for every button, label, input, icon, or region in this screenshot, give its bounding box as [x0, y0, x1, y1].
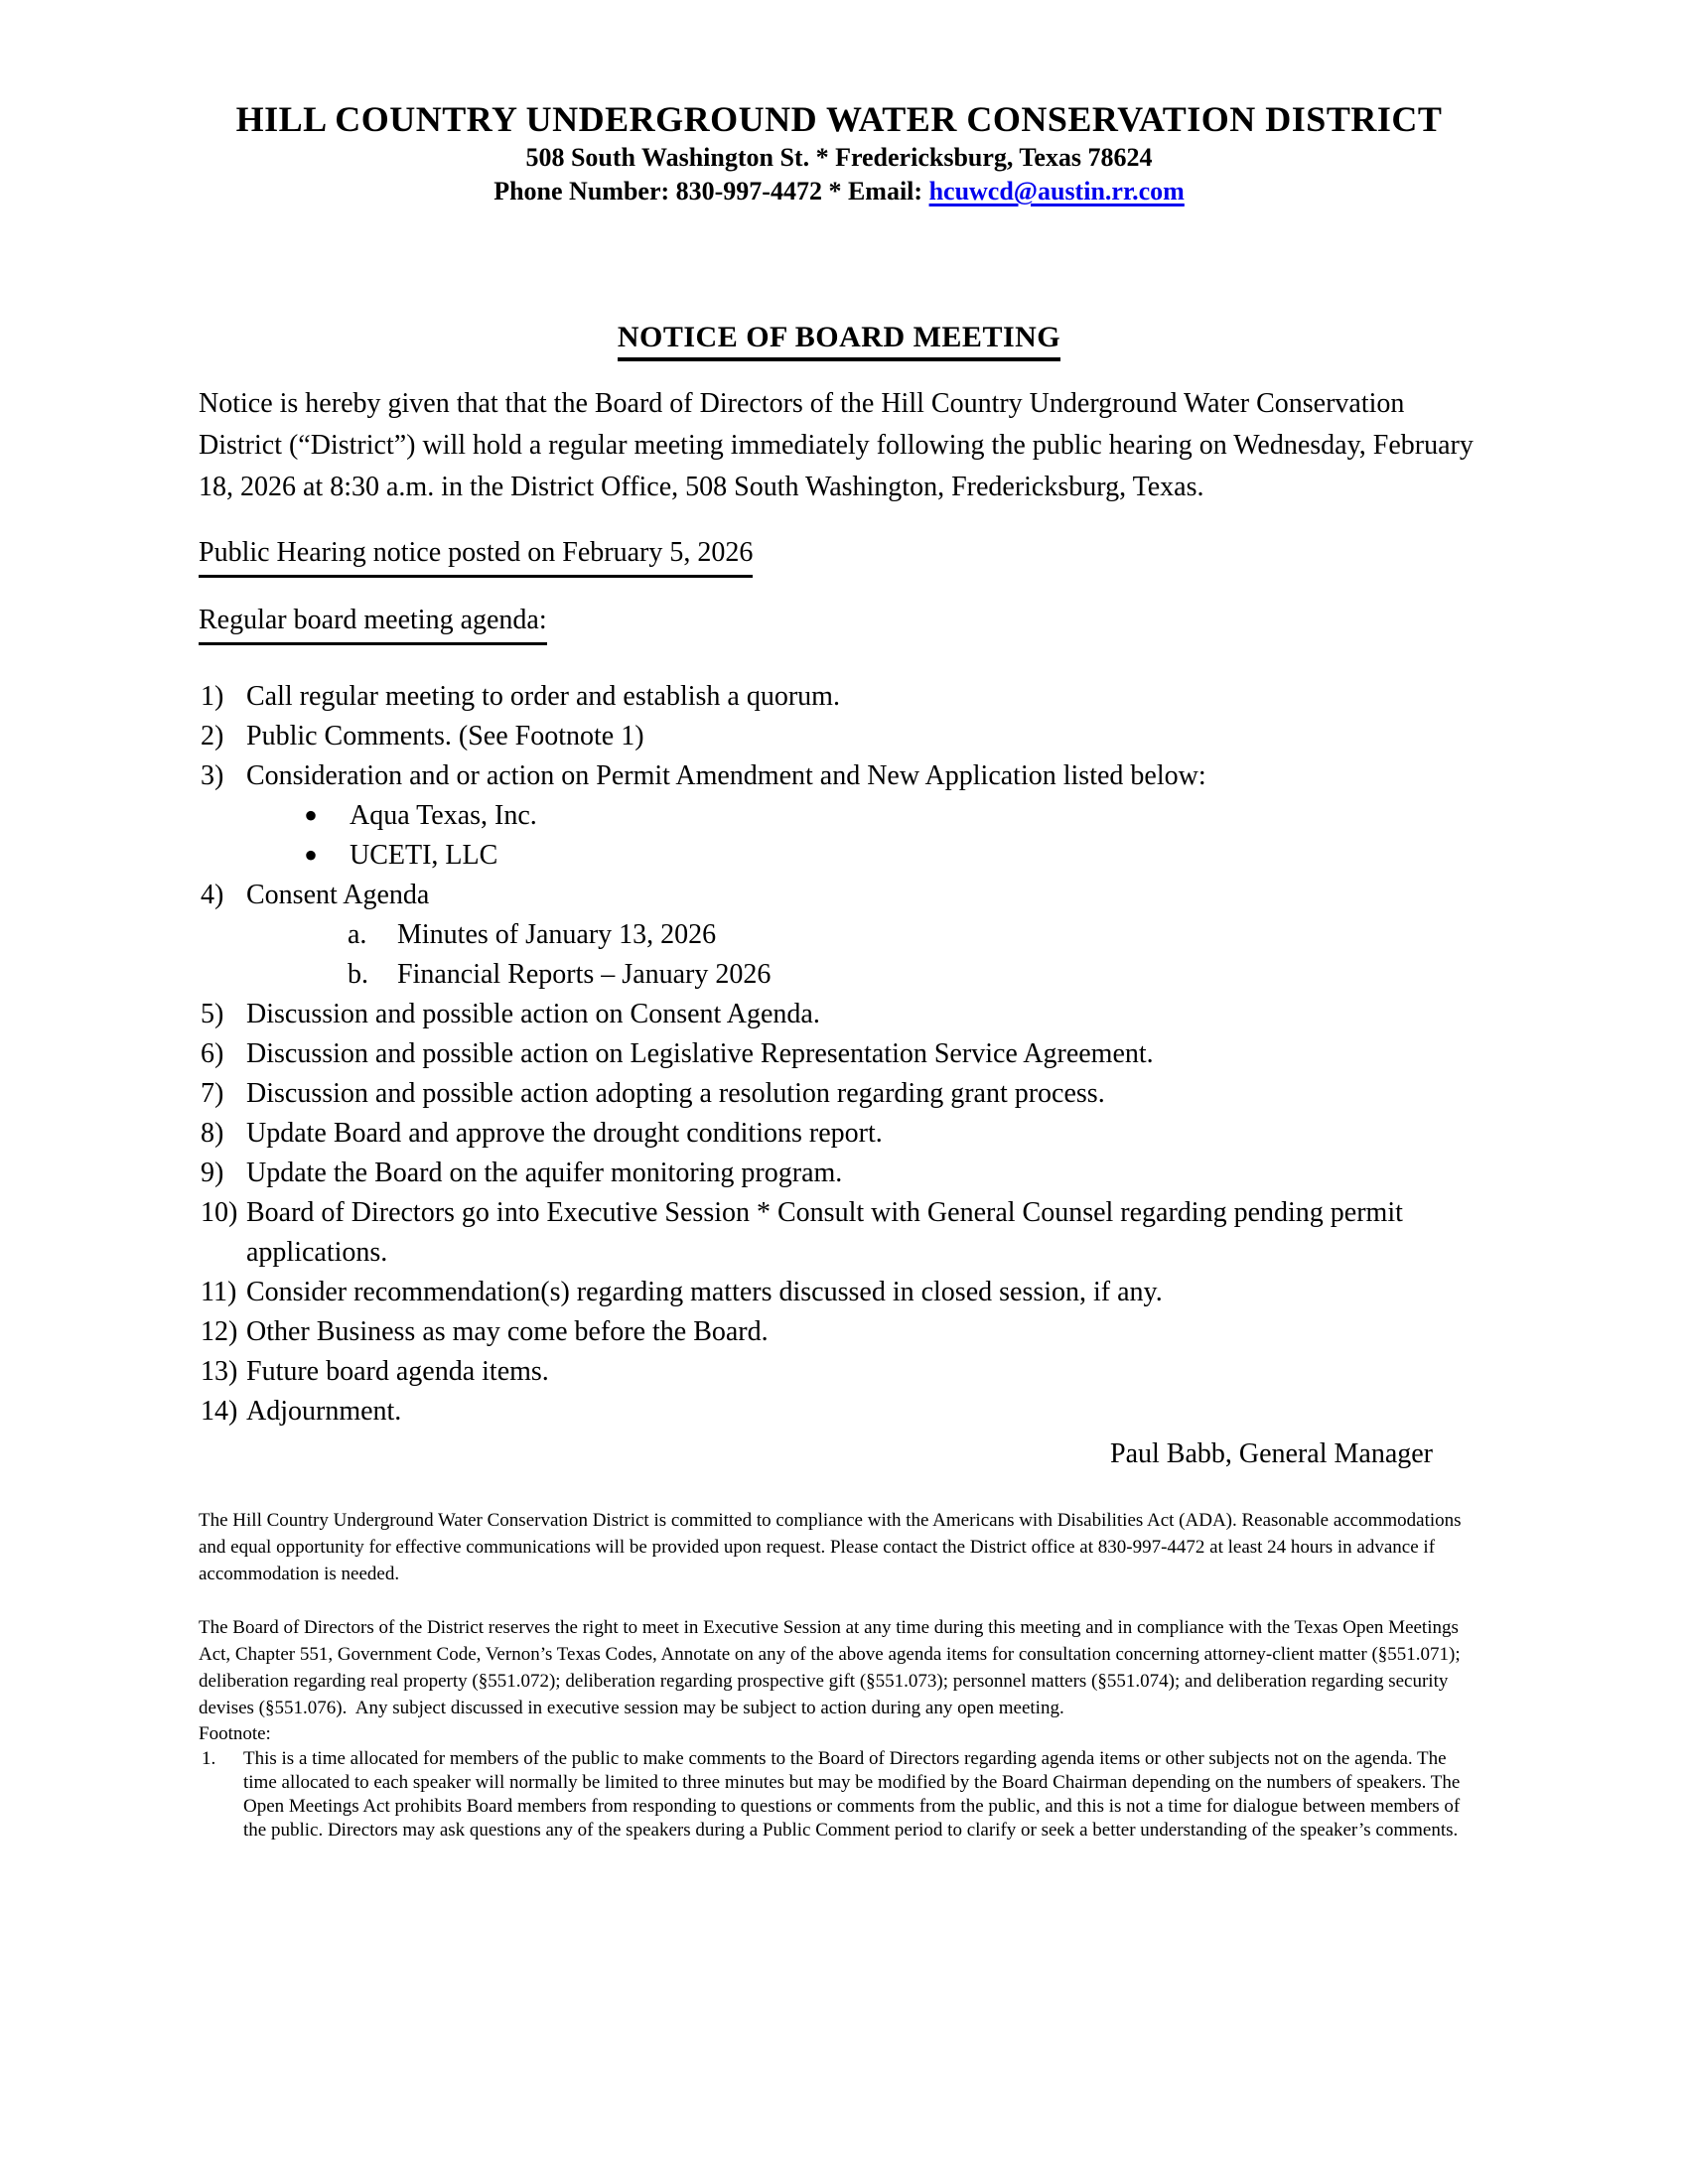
phone-email-prefix: Phone Number: 830-997-4472 * Email:: [493, 177, 929, 205]
ada-compliance-paragraph: The Hill Country Underground Water Conservation District is committed to compliance with the Americans with Disabilities Act (ADA). Reasonable accommodations and equal opportunity for effective communications will be provided upon request. Please contact the District office at 830-997-4472 at least 24 hours in advance if accommodation is needed.: [199, 1510, 1467, 1584]
executive-session-paragraph: The Board of Directors of the District reserves the right to meet in Executive Session at any time during this meeting and in compliance with the Texas Open Meetings Act, Chapter 551, Government Code, Vernon’s Texas Codes, Annotate on any of the above agenda items for consultation concerning attorney-client matter (§551.071); deliberation regarding real property (§551.072); deliberation regarding prospective gift (§551.073); personnel matters (§551.074); and deliberation regarding security devises (§551.076). Any subject discussed in executive session may be subject to action during any open meeting.: [199, 1617, 1466, 1718]
hearing-notice-line: [199, 532, 1479, 578]
agenda-item-text: Other Business as may come before the Board.: [246, 1316, 769, 1347]
agenda-item-10: [199, 1193, 1479, 1273]
footnote-label: Footnote:: [199, 1723, 271, 1744]
agenda-item-9: [199, 1154, 1479, 1193]
agenda-item-marker: 5): [201, 999, 224, 1029]
agenda-item-14: [199, 1392, 1479, 1432]
footnote-item: [199, 1747, 1479, 1843]
email-link[interactable]: hcuwcd@austin.rr.com: [928, 177, 1185, 205]
agenda-item-marker: a.: [348, 919, 367, 950]
hearing-notice-text: Public Hearing notice posted on February 5, 2026: [199, 532, 753, 578]
agenda-item-text: Update Board and approve the drought conditions report.: [246, 1118, 883, 1149]
agenda-item-marker: 1): [201, 681, 224, 712]
agenda-item-text: UCETI, LLC: [350, 840, 498, 871]
agenda-item-text: Discussion and possible action adopting a resolution regarding grant process.: [246, 1078, 1105, 1109]
agenda-item-text: Discussion and possible action on Consent Agenda.: [246, 999, 820, 1029]
agenda-item-text: Update the Board on the aquifer monitoring program.: [246, 1158, 843, 1188]
agenda-item-text: Consideration and or action on Permit Amendment and New Application listed below:: [246, 760, 1206, 791]
agenda-item-marker: 9): [201, 1158, 224, 1188]
agenda-item-marker: 6): [201, 1038, 224, 1069]
agenda-item-text: Future board agenda items.: [246, 1356, 549, 1387]
agenda-item-marker: 3): [201, 760, 224, 791]
agenda-list: [199, 677, 1479, 1432]
agenda-item-2: [199, 717, 1479, 756]
agenda-item-7: [199, 1074, 1479, 1114]
intro-paragraph: Notice is hereby given that that the Board of Directors of the Hill Country Underground Water Conservation District (“District”) will hold a regular meeting immediately following the public hearing on Wednesday, February 18, 2026 at 8:30 a.m. in the District Office, 508 South Washington, Fredericksburg, Texas.: [199, 388, 1474, 502]
agenda-heading-text: Regular board meeting agenda:: [199, 600, 547, 645]
notice-heading: NOTICE OF BOARD MEETING: [618, 320, 1060, 361]
bullet-icon: •: [304, 833, 319, 878]
agenda-item-marker: b.: [348, 959, 368, 990]
agenda-subitem-bullet: [304, 793, 1479, 838]
agenda-item-marker: 14): [201, 1396, 238, 1427]
agenda-item-text: Consent Agenda: [246, 880, 430, 910]
agenda-heading-line: [199, 600, 1479, 645]
agenda-item-marker: 10): [201, 1197, 238, 1228]
agenda-item-marker: 4): [201, 880, 224, 910]
agenda-item-4: [199, 876, 1479, 915]
agenda-item-text: Board of Directors go into Executive Session * Consult with General Counsel regarding pending permit applications.: [246, 1197, 1403, 1268]
agenda-subitem-letter-a: [348, 915, 1479, 955]
agenda-item-11: [199, 1273, 1479, 1312]
agenda-item-5: [199, 995, 1479, 1034]
agenda-item-8: [199, 1114, 1479, 1154]
agenda-item-6: [199, 1034, 1479, 1074]
agenda-item-text: Discussion and possible action on Legislative Representation Service Agreement.: [246, 1038, 1154, 1069]
agenda-item-marker: 11): [201, 1277, 237, 1307]
agenda-item-text: Consider recommendation(s) regarding matters discussed in closed session, if any.: [246, 1277, 1163, 1307]
agenda-item-3: [199, 756, 1479, 796]
agenda-item-1: [199, 677, 1479, 717]
agenda-item-marker: 12): [201, 1316, 238, 1347]
agenda-item-text: Financial Reports – January 2026: [397, 959, 772, 990]
district-name: HILL COUNTRY UNDERGROUND WATER CONSERVATION DISTRICT: [235, 99, 1443, 139]
signature-line: Paul Babb, General Manager: [1110, 1438, 1433, 1469]
district-phone-line: [199, 175, 1479, 208]
document-header: [199, 97, 1479, 208]
agenda-item-text: Aqua Texas, Inc.: [350, 800, 537, 831]
agenda-subitem-letter-b: [348, 955, 1479, 995]
district-address: 508 South Washington St. * Fredericksburg, Texas 78624: [525, 143, 1153, 172]
bullet-icon: •: [304, 793, 319, 838]
agenda-item-text: Adjournment.: [246, 1396, 402, 1427]
agenda-item-marker: 2): [201, 721, 224, 751]
agenda-item-marker: 8): [201, 1118, 224, 1149]
agenda-item-marker: 7): [201, 1078, 224, 1109]
fine-print-section: [199, 1507, 1479, 1843]
agenda-subitem-bullet: [304, 833, 1479, 878]
agenda-item-text: Public Comments. (See Footnote 1): [246, 721, 644, 751]
agenda-item-13: [199, 1352, 1479, 1392]
agenda-item-12: [199, 1312, 1479, 1352]
agenda-item-marker: 13): [201, 1356, 238, 1387]
footnote-marker: 1.: [202, 1748, 216, 1769]
agenda-item-text: Call regular meeting to order and establish a quorum.: [246, 681, 840, 712]
agenda-item-text: Minutes of January 13, 2026: [397, 919, 717, 950]
notice-heading-wrap: [199, 320, 1479, 361]
footnote-text: This is a time allocated for members of the public to make comments to the Board of Directors regarding agenda items or other subjects not on the agenda. The time allocated to each speaker will normally be limited to three minutes but may be modified by the Board Chairman depending on the numbers of speakers. The Open Meetings Act prohibits Board members from responding to questions or comments from the public, and this is not a time for dialogue between members of the public. Directors may ask questions any of the speakers during a Public Comment period to clarify or seek a better understanding of the speaker’s comments.: [243, 1748, 1466, 1841]
